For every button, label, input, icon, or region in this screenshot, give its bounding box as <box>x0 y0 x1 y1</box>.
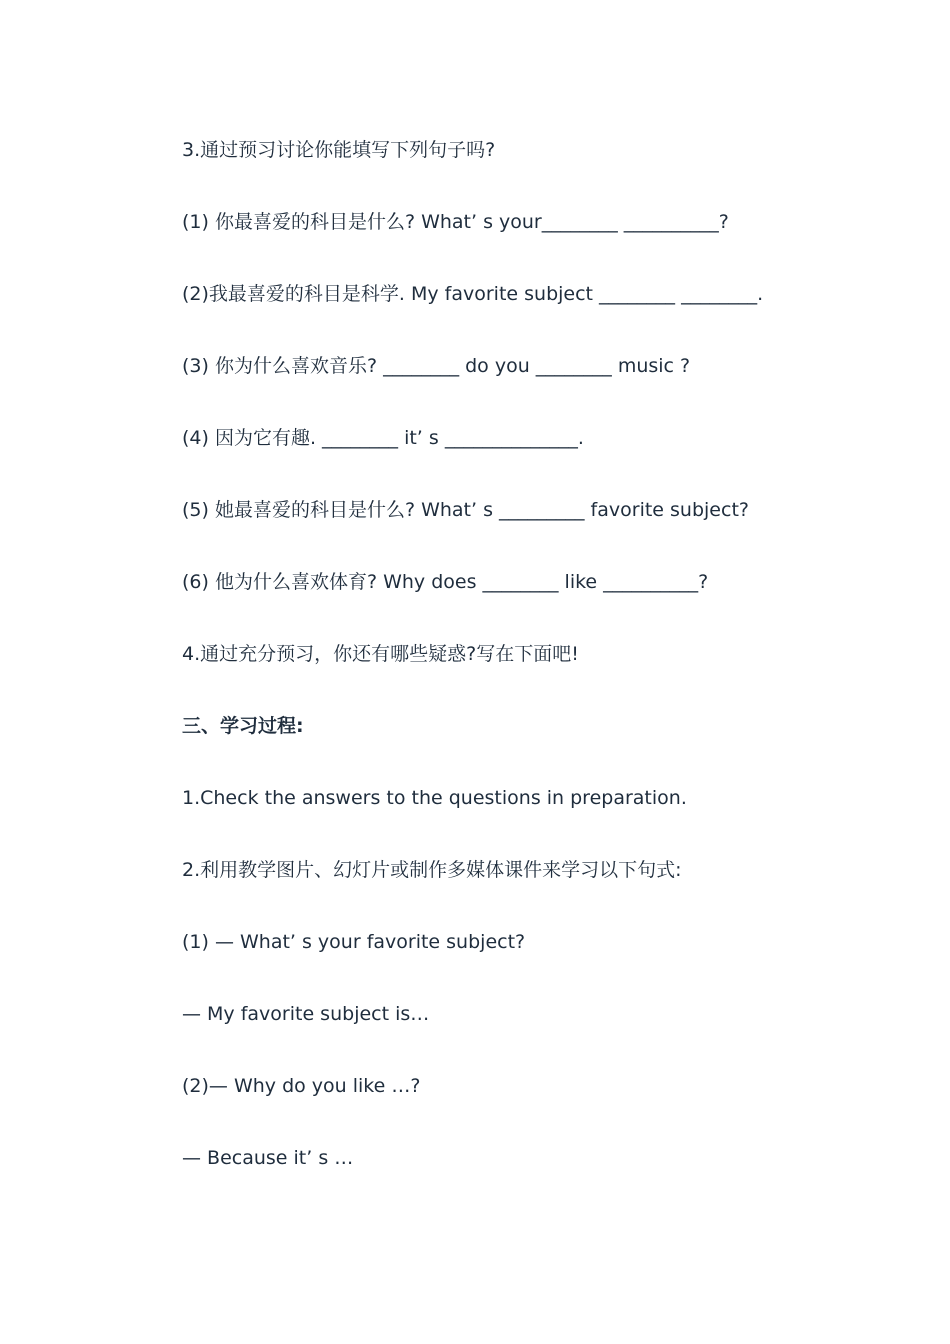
sentence-2: (2)我最喜爱的科目是科学. My favorite subject ________ ________. <box>182 283 764 305</box>
step-2: 2.利用教学图片、幻灯片或制作多媒体课件来学习以下句式: <box>182 859 682 881</box>
preview-question-3: 3.通过预习讨论你能填写下列句子吗? <box>182 139 496 161</box>
sentence-3: (3) 你为什么喜欢音乐? ________ do you ________ music ? <box>182 355 691 377</box>
dialogue-2-question: (2)— Why do you like …? <box>182 1075 421 1097</box>
sentence-6: (6) 他为什么喜欢体育? Why does ________ like __________? <box>182 571 709 593</box>
dialogue-1-answer: — My favorite subject is… <box>182 1003 430 1025</box>
sentence-1: (1) 你最喜爱的科目是什么? What’ s your________ __________? <box>182 211 729 233</box>
dialogue-2-answer: — Because it’ s … <box>182 1147 354 1169</box>
section-heading-learning-process: 三、学习过程: <box>182 715 304 737</box>
sentence-4: (4) 因为它有趣. ________ it’ s ______________. <box>182 427 584 449</box>
step-1: 1.Check the answers to the questions in preparation. <box>182 787 687 809</box>
dialogue-1-question: (1) — What’ s your favorite subject? <box>182 931 526 953</box>
sentence-5: (5) 她最喜爱的科目是什么? What’ s _________ favorite subject? <box>182 499 749 521</box>
preview-question-4: 4.通过充分预习，你还有哪些疑惑?写在下面吧! <box>182 643 579 665</box>
